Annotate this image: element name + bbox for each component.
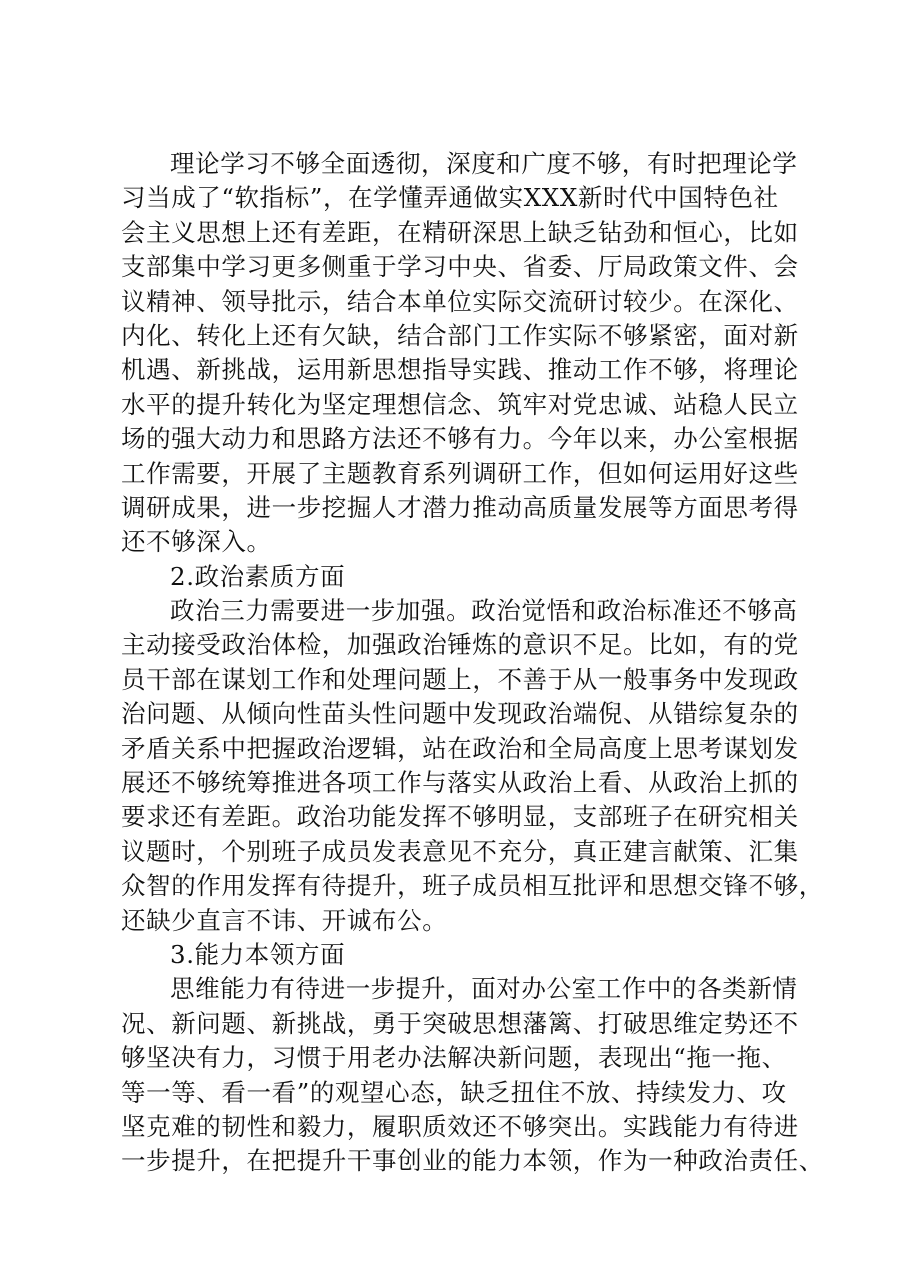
paragraph-3-line: 等一等、看一看”的观望心态，缺乏扭住不放、持续发力、攻 (121, 1077, 787, 1107)
paragraph-2-line: 主动接受政治体检，加强政治锤炼的意识不足。比如，有的党 (121, 630, 799, 660)
paragraph-3-line: 够坚决有力，习惯于用老办法解决新问题，表现出“拖一拖、 (121, 1043, 787, 1073)
section-heading-ability: 3.能力本领方面 (170, 939, 346, 969)
paragraph-2-line: 员干部在谋划工作和处理问题上，不善于从一般事务中发现政 (121, 664, 799, 694)
paragraph-1-line: 场的强大动力和思路方法还不够有力。今年以来，办公室根据 (121, 424, 799, 454)
paragraph-2-line: 矛盾关系中把握政治逻辑，站在政治和全局高度上思考谋划发 (121, 733, 799, 763)
paragraph-3-line: 一步提升，在把提升干事创业的能力本领，作为一种政治责任、 (121, 1146, 824, 1176)
paragraph-2-line: 政治三力需要进一步加强。政治觉悟和政治标准还不够高 (170, 596, 798, 626)
paragraph-3-line: 思维能力有待进一步提升，面对办公室工作中的各类新情 (170, 974, 798, 1004)
paragraph-1-line: 还不够深入。 (121, 527, 272, 557)
paragraph-3-line: 况、新问题、新挑战，勇于突破思想藩篱、打破思维定势还不 (121, 1008, 799, 1038)
paragraph-2-line: 治问题、从倾向性苗头性问题中发现政治端倪、从错综复杂的 (121, 699, 799, 729)
paragraph-3-line: 坚克难的韧性和毅力，履职质效还不够突出。实践能力有待进 (121, 1111, 799, 1141)
paragraph-1-line: 水平的提升转化为坚定理想信念、筑牢对党忠诚、站稳人民立 (121, 389, 799, 419)
paragraph-2-line: 还缺少直言不讳、开诚布公。 (121, 905, 448, 935)
paragraph-1-line: 调研成果，进一步挖掘人才潜力推动高质量发展等方面思考得 (121, 492, 799, 522)
paragraph-1-line: 机遇、新挑战，运用新思想指导实践、推动工作不够，将理论 (121, 355, 799, 385)
paragraph-1-line: 工作需要，开展了主题教育系列调研工作，但如何运用好这些 (121, 458, 799, 488)
paragraph-2-line: 议题时，个别班子成员发表意见不充分，真正建言献策、汇集 (121, 836, 799, 866)
paragraph-2-line: 众智的作用发挥有待提升，班子成员相互批评和思想交锋不够， (121, 871, 824, 901)
paragraph-1-line: 会主义思想上还有差距，在精研深思上缺乏钻劲和恒心，比如 (121, 217, 799, 247)
paragraph-2-line: 展还不够统筹推进各项工作与落实从政治上看、从政治上抓的 (121, 768, 799, 798)
paragraph-1-line: 内化、转化上还有欠缺，结合部门工作实际不够紧密，面对新 (121, 320, 799, 350)
paragraph-1-line: 习当成了“软指标”，在学懂弄通做实XXX新时代中国特色社 (121, 183, 779, 213)
paragraph-1-line: 理论学习不够全面透彻，深度和广度不够，有时把理论学 (170, 149, 798, 178)
section-heading-political-quality: 2.政治素质方面 (170, 561, 346, 591)
paragraph-1-line: 支部集中学习更多侧重于学习中央、省委、厅局政策文件、会 (121, 252, 799, 282)
paragraph-2-line: 要求还有差距。政治功能发挥不够明显，支部班子在研究相关 (121, 802, 799, 832)
paragraph-1-line: 议精神、领导批示，结合本单位实际交流研讨较少。在深化、 (121, 286, 799, 316)
document-body (121, 147, 824, 1179)
